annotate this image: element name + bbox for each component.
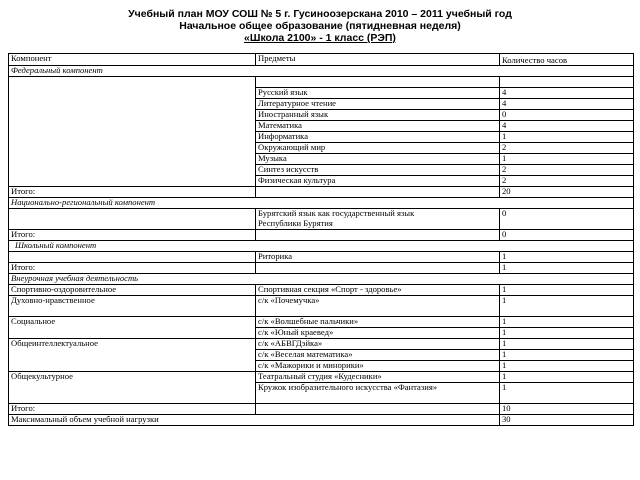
hours-cell: 1 <box>500 296 634 317</box>
hours-cell: 4 <box>500 121 634 132</box>
hours-cell: 2 <box>500 165 634 176</box>
subject-cell: Информатика <box>256 132 500 143</box>
hours-cell: 1 <box>500 350 634 361</box>
total-label: Итого: <box>9 404 256 415</box>
subject-cell: Окружающий мир <box>256 143 500 154</box>
subject-cell: с/к «Юный краевед» <box>256 328 500 339</box>
section-title-federal: Федеральный компонент <box>9 66 634 77</box>
total-row <box>9 263 634 274</box>
table-header-row <box>9 54 634 66</box>
subject-cell: с/к «Веселая математика» <box>256 350 500 361</box>
total-row <box>9 187 634 198</box>
hours-cell: 1 <box>500 252 634 263</box>
section-row <box>9 66 634 77</box>
document-program: «Школа 2100» - 1 класс (РЭП) <box>244 32 396 44</box>
total-value: 1 <box>500 263 634 274</box>
hours-cell: 1 <box>500 372 634 383</box>
direction-cell: Социальное <box>9 317 256 339</box>
subject-line: Республики Бурятия <box>258 217 333 228</box>
max-load-row <box>9 415 634 426</box>
hours-cell: 1 <box>500 328 634 339</box>
hours-cell: 1 <box>500 339 634 350</box>
subject-cell: Синтез искусств <box>256 165 500 176</box>
total-label: Итого: <box>9 187 256 198</box>
subject-cell: Театральный студия «Кудесники» <box>256 372 500 383</box>
total-row <box>9 230 634 241</box>
total-row <box>9 404 634 415</box>
table-row <box>9 296 634 317</box>
subject-cell: Спортивная секция «Спорт - здоровье» <box>256 285 500 296</box>
subject-cell: Риторика <box>256 252 500 263</box>
table-row <box>9 372 634 383</box>
section-row <box>9 274 634 285</box>
subject-cell: Иностранный язык <box>256 110 500 121</box>
hours-cell: 2 <box>500 143 634 154</box>
table-row <box>9 252 634 263</box>
section-row <box>9 241 634 252</box>
max-load-value: 30 <box>500 415 634 426</box>
subject-cell: Русский язык <box>256 88 500 99</box>
section-row <box>9 198 634 209</box>
table-row <box>9 77 634 88</box>
hours-cell: 2 <box>500 176 634 187</box>
hours-cell: 0 <box>500 110 634 121</box>
hours-cell: 1 <box>500 383 634 404</box>
curriculum-table <box>8 53 634 426</box>
hours-cell: 4 <box>500 88 634 99</box>
subject-cell: Музыка <box>256 154 500 165</box>
section-title-regional: Национально-региональный компонент <box>9 198 634 209</box>
total-value: 10 <box>500 404 634 415</box>
section-title-school: Школьный компонент <box>9 241 634 252</box>
hours-cell: 1 <box>500 154 634 165</box>
table-row <box>9 317 634 328</box>
table-row <box>9 285 634 296</box>
table-row <box>9 339 634 350</box>
max-load-label: Максимальный объем учебной нагрузки <box>9 415 500 426</box>
subject-cell: с/к «Почемучка» <box>256 296 500 317</box>
hours-cell: 1 <box>500 317 634 328</box>
subject-cell: Кружок изобразительного искусства «Фантазия» <box>256 383 500 404</box>
subject-cell: Литературное чтение <box>256 99 500 110</box>
column-header-component: Компонент <box>9 54 256 66</box>
document-title: Учебный план МОУ СОШ № 5 г. Гусиноозерскана 2010 – 2011 учебный год <box>128 8 512 20</box>
hours-cell: 1 <box>500 285 634 296</box>
subject-cell <box>256 209 500 230</box>
total-label: Итого: <box>9 263 256 274</box>
total-label: Итого: <box>9 230 256 241</box>
subject-cell: Математика <box>256 121 500 132</box>
total-value: 0 <box>500 230 634 241</box>
table-row <box>9 209 634 230</box>
subject-cell: Физическая культура <box>256 176 500 187</box>
column-header-hours: Количество часов <box>500 54 634 66</box>
total-value: 20 <box>500 187 634 198</box>
direction-cell: Духовно-нравственное <box>9 296 256 317</box>
section-title-extracurricular: Внеурочная учебная деятельность <box>9 274 634 285</box>
direction-cell: Общекультурное <box>9 372 256 404</box>
subject-line: Бурятский язык как государственный язык <box>258 208 415 218</box>
subject-cell: с/к «Волшебные пальчики» <box>256 317 500 328</box>
subject-cell: с/к «АБВГДэйка» <box>256 339 500 350</box>
hours-cell: 4 <box>500 99 634 110</box>
direction-cell: Общеинтеллектуальное <box>9 339 256 372</box>
hours-cell: 1 <box>500 361 634 372</box>
document-subtitle: Начальное общее образование (пятидневная неделя) <box>179 20 461 32</box>
subject-cell: с/к «Мажорики и минорики» <box>256 361 500 372</box>
hours-cell: 1 <box>500 132 634 143</box>
hours-cell: 0 <box>500 209 634 230</box>
column-header-subjects: Предметы <box>256 54 500 66</box>
direction-cell: Спортивно-оздоровительное <box>9 285 256 296</box>
